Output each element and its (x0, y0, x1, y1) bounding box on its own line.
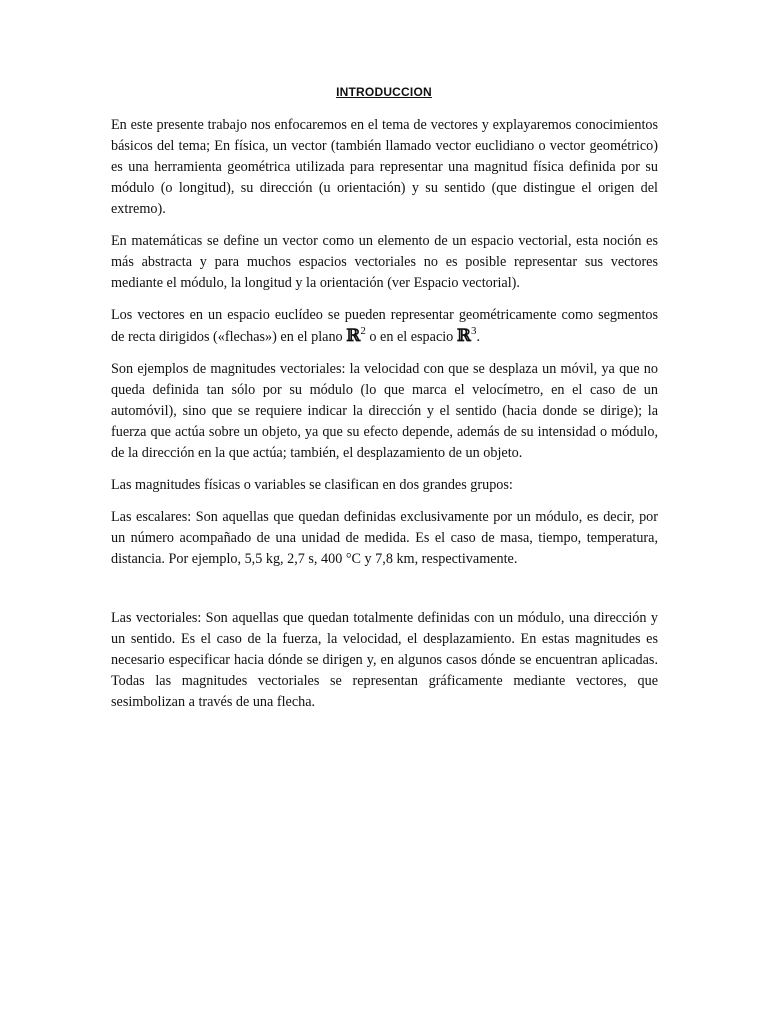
paragraph-classification: Las magnitudes físicas o variables se clasifican en dos grandes grupos: (111, 477, 513, 493)
euclidean-text-after: . (476, 329, 481, 345)
document-body (111, 115, 658, 724)
real-space-symbol: ℝ (456, 326, 471, 346)
plane-exponent: 2 (360, 325, 366, 337)
paragraph-euclidean-space (111, 305, 658, 348)
paragraph-intro: En este presente trabajo nos enfocaremos en el tema de vectores y explayaremos conocimientos básicos del tema; En física, un vector (también llamado vector euclidiano o vector geométrico) es una herramienta geométrica utilizada para representar una magnitud física definida por su módulo (o longitud), su dirección (u orientación) y su sentido (que distingue el origen del extremo). (111, 117, 658, 217)
paragraph-examples: Son ejemplos de magnitudes vectoriales: la velocidad con que se desplaza un móvil, ya que no queda definida tan sólo por su módulo (lo que marca el velocímetro, en el caso de un automóvil), sino que se requiere indicar la dirección y el sentido (hacia donde se dirige); la fuerza que actúa sobre un objeto, ya que su efecto depende, además de su intensidad o módulo, de la dirección en la que actúa; también, el desplazamiento de un objeto. (111, 361, 658, 461)
space-exponent: 3 (470, 325, 477, 337)
real-plane-symbol: ℝ (346, 326, 361, 346)
euclidean-text-middle: o en el espacio (365, 329, 457, 345)
paragraph-scalars: Las escalares: Son aquellas que quedan definidas exclusivamente por un módulo, es decir, por un número acompañado de una unidad de medida. Es el caso de masa, tiempo, temperatura, distancia. Por ejemplo, 5,5 kg, 2,7 s, 400 °C y 7,8 km, respectivamente. (111, 509, 658, 567)
paragraph-vectorials: Las vectoriales: Son aquellas que quedan totalmente definidas con un módulo, una dirección y un sentido. Es el caso de la fuerza, la velocidad, el desplazamiento. En estas magnitudes es necesario especificar hacia dónde se dirigen y, en algunos casos dónde se encuentran aplicadas. Todas las magnitudes vectoriales se representan gráficamente mediante vectores, que sesimbolizan a través de una flecha. (111, 610, 658, 710)
document-title: INTRODUCCION (336, 85, 432, 99)
paragraph-mathematics: En matemáticas se define un vector como un elemento de un espacio vectorial, esta noción es más abstracta y para muchos espacios vectoriales no es posible representar sus vectores mediante el módulo, la longitud y la orientación (ver Espacio vectorial). (111, 233, 658, 291)
euclidean-text-before: Los vectores en un espacio euclídeo se pueden representar geométricamente como segmentos de recta dirigidos («flechas») en el plano (111, 307, 658, 345)
